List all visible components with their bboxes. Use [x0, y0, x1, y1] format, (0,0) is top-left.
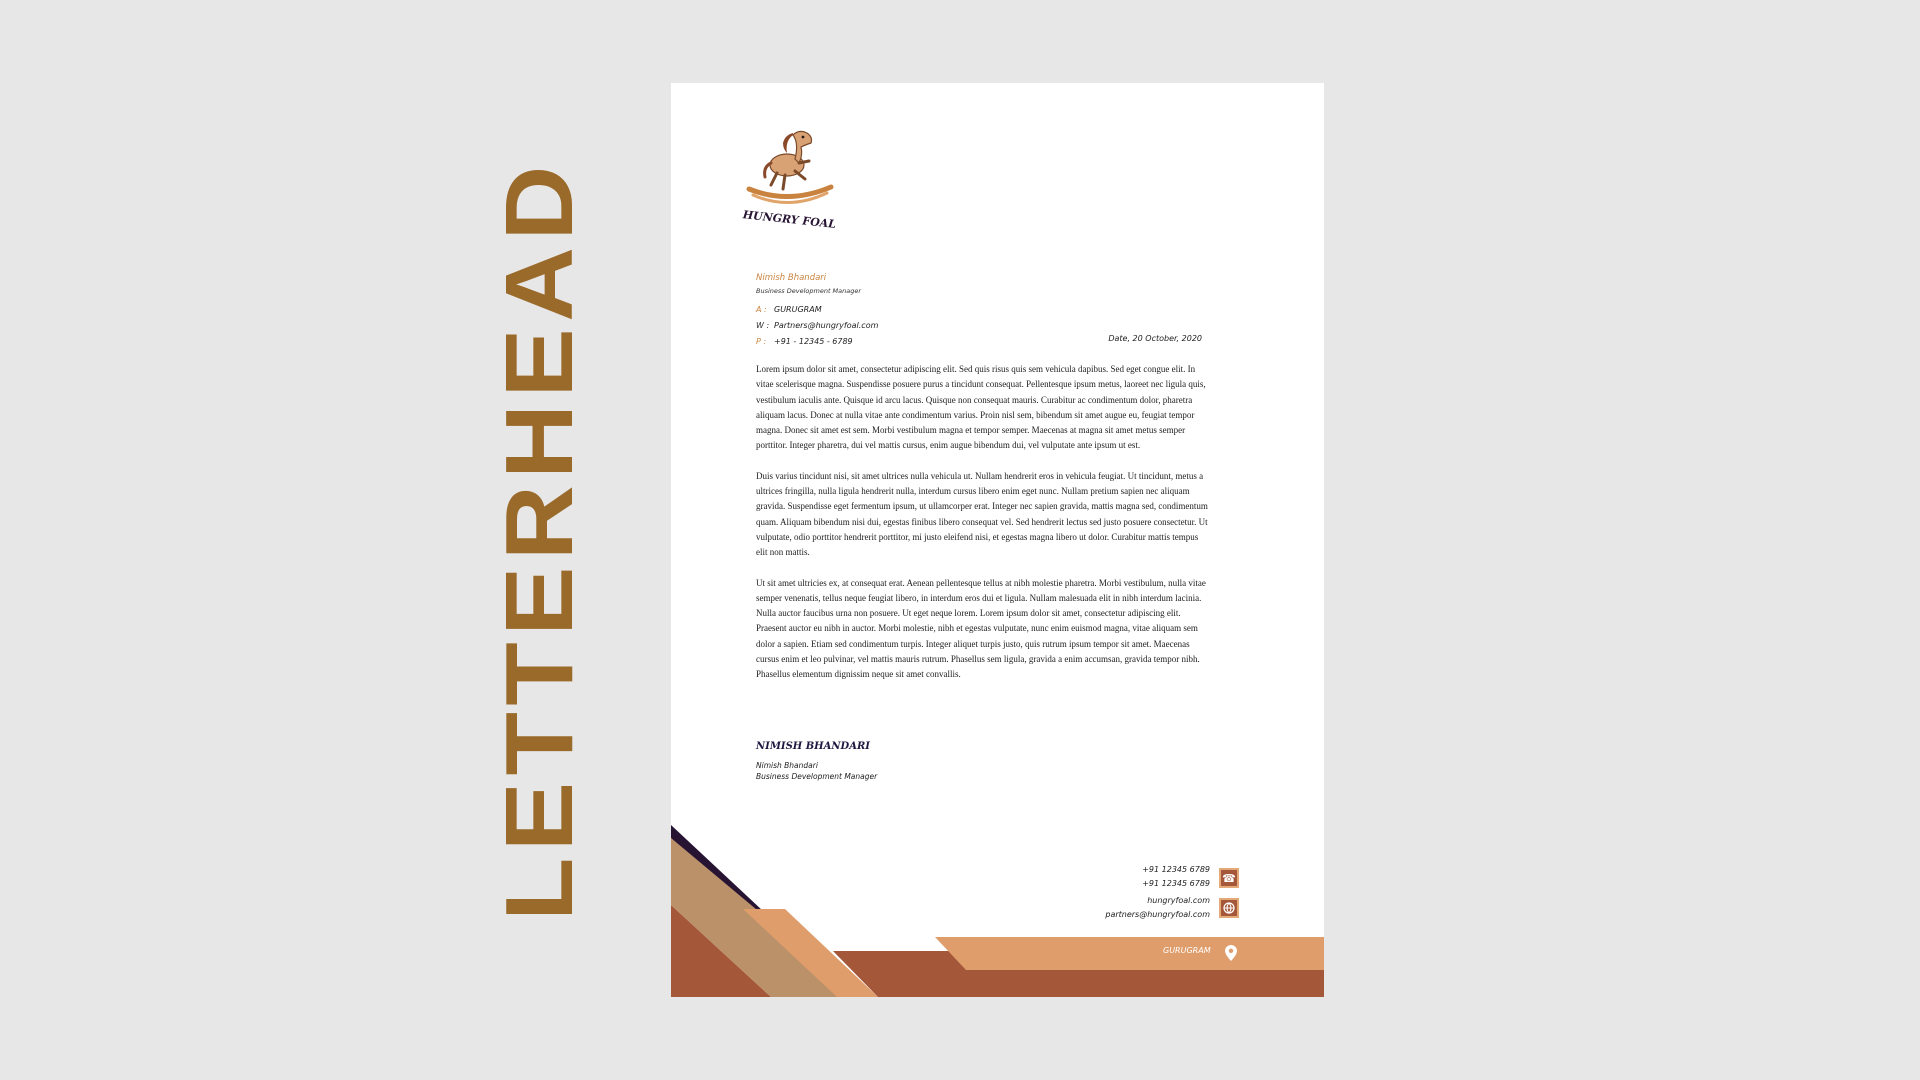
signature-name: Nimish Bhandari	[756, 761, 818, 770]
sender-web: Partners@hungryfoal.com	[774, 320, 879, 330]
sender-name: Nimish Bhandari	[756, 273, 827, 283]
footer-phone-1: +91 12345 6789	[1142, 865, 1210, 874]
telephone-icon: ☎	[1219, 868, 1239, 888]
sender-phone: +91 - 12345 - 6789	[774, 336, 853, 346]
signature-role: Business Development Manager	[756, 772, 878, 781]
letterhead-page	[671, 83, 1324, 997]
body-paragraph: Ut sit amet ultricies ex, at consequat erat. Aenean pellentesque tellus at nibh molestie pharetra. Morbi vestibulum, nulla vitae semper venenatis, tellus neque feugiat libero, in interdum eros dui et ligula. Nullam malesuada elit in nibh interdum lacinia. Nulla auctor faucibus urna non posuere. Ut eget neque lorem. Lorem ipsum dolor sit amet, consectetur adipiscing elit. Praesent auctor eu nibh in auctor. Morbi molestie, nibh et egestas vulputate, nunc enim euismod magna, vitae aliquam sem dolor a sapien. Etiam sed condimentum turpis. Integer aliquet turpis justo, quis rutrum ipsum tempor sit amet. Maecenas cursus enim et leo pulvinar, vel mattis mauris rutrum. Phasellus sem ligula, gravida a enim accumsan, gravida tempor nibh. Phasellus elementum dignissim neque sit amet convallis.	[756, 577, 1206, 680]
body-paragraph: Duis varius tincidunt nisi, sit amet ultrices nulla vehicula ut. Nullam hendrerit eros in vehicula feugiat. Ut tincidunt, metus a ultrices fringilla, nulla ligula hendrerit nulla, interdum cursus libero enim eget nunc. Nullam pretium sapien nec aliquam gravida. Suspendisse eget fermentum ipsum, ut ullamcorper erat. Integer nec sapien gravida, mattis magna sed, condimentum quam. Aliquam bibendum nisi dui, egestas finibus libero consequat vel. Sed hendrerit lectus sed justo posuere consectetur. Ut vulputate, odio porttitor hendrerit porttitor, mi justo eleifend nisi, et egestas magna libero ut dolor. Curabitur mattis tempus elit non mattis.	[756, 470, 1208, 558]
web-key: W :	[756, 320, 770, 330]
side-title: LETTERHEAD	[486, 159, 593, 921]
letter-date: Date, 20 October, 2020	[1108, 334, 1202, 343]
sender-role: Business Development Manager	[756, 287, 862, 295]
address-key: A :	[756, 304, 767, 314]
signature-script: NIMISH BHANDARI	[756, 741, 870, 752]
footer-contact	[1105, 865, 1210, 923]
globe-icon	[1219, 898, 1239, 918]
phone-key: P :	[756, 336, 767, 346]
footer-city: GURUGRAM	[1163, 946, 1211, 955]
footer-decoration	[671, 83, 1324, 997]
sender-address: GURUGRAM	[774, 304, 822, 314]
footer-website: hungryfoal.com	[1147, 896, 1210, 905]
body-paragraph: Lorem ipsum dolor sit amet, consectetur adipiscing elit. Sed quis risus quis sem vehicula dapibus. Sed eget congue elit. In vitae scelerisque magna. Suspendisse posuere purus a tincidunt consequat. Pellentesque ipsum metus, laoreet nec ligula quis, vestibulum iaculis ante. Quisque id arcu lacus. Quisque non consequat mauris. Curabitur ac condimentum dolor, pharetra aliquam lacus. Donec at nulla vitae ante condimentum varius. Proin nisl sem, bibendum sit amet augue eu, feugiat tempor magna. Donec sit amet est sem. Morbi vestibulum magna et tempor semper. Maecenas at magna sit amet metus semper porttitor. Integer pharetra, dui vel mattis cursus, enim augue bibendum dui, vel vulputate ante ipsum ut est.	[756, 364, 1206, 451]
map-pin-icon	[1225, 945, 1237, 961]
logo-text: HUNGRY FOAL	[742, 208, 837, 231]
footer-email: partners@hungryfoal.com	[1105, 909, 1210, 919]
footer-phone-2: +91 12345 6789	[1142, 878, 1210, 888]
peach-right-band	[935, 937, 1324, 970]
